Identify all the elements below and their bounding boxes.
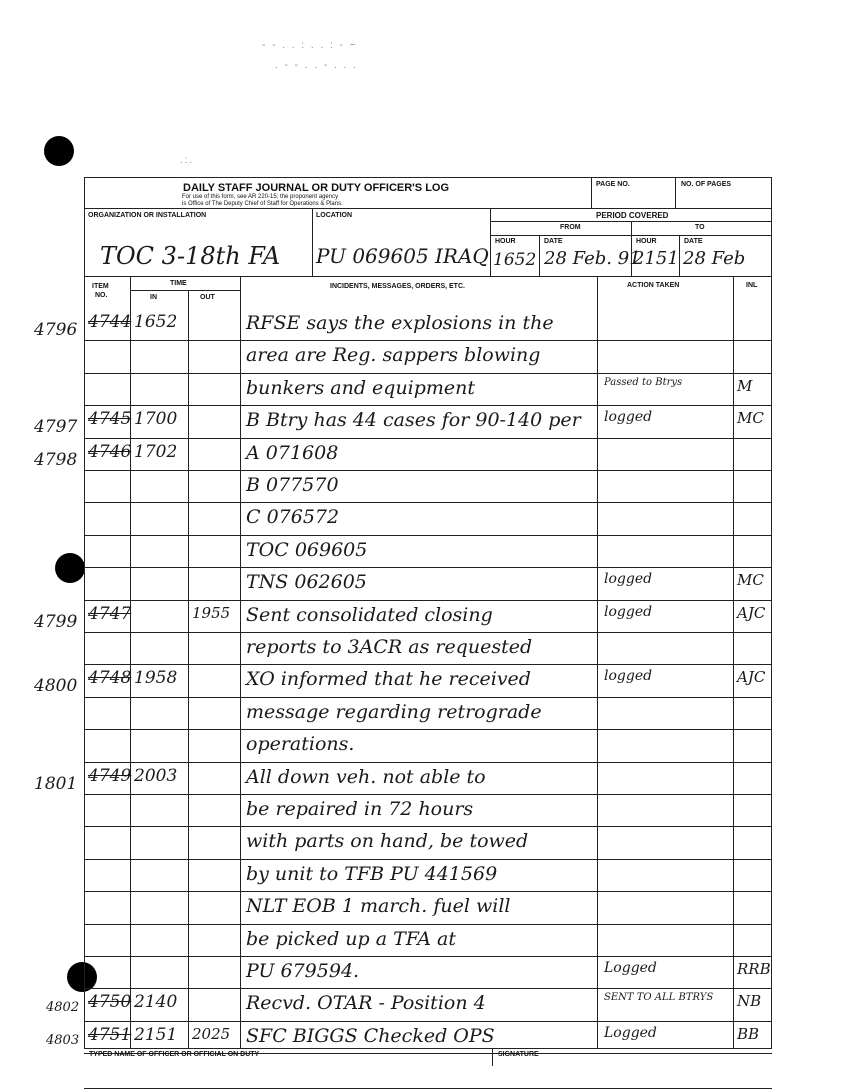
row-inl: AJC [737, 603, 766, 622]
form-subtitle-1: For use of this form, see AR 220-15; the proponent agency [182, 194, 339, 200]
row-text: NLT EOB 1 march. fuel will [246, 895, 511, 918]
from-date-value: 28 Feb. 91 [544, 248, 641, 269]
org-label: ORGANIZATION OR INSTALLATION [88, 212, 207, 219]
row-text: PU 679594. [246, 960, 360, 982]
row-line [84, 502, 772, 503]
to-date-value: 28 Feb [683, 248, 746, 269]
to-hour-label: HOUR [636, 238, 657, 245]
row-text: RFSE says the explosions in the [246, 312, 554, 334]
form-title: DAILY STAFF JOURNAL OR DUTY OFFICER'S LOG [183, 182, 450, 194]
row-text: be picked up a TFA at [246, 927, 457, 950]
signature-label: SIGNATURE [498, 1051, 539, 1058]
row-item: 4745 [88, 409, 132, 430]
row-text: C 076572 [246, 506, 340, 529]
row-item: 4749 [88, 765, 132, 786]
time-label: TIME [170, 280, 187, 287]
row-action: logged [604, 668, 653, 685]
row-line [84, 535, 772, 536]
row-line [84, 567, 772, 568]
row-line [84, 470, 772, 471]
time-sep [130, 290, 240, 291]
margin-number: 4802 [46, 1000, 80, 1016]
row-line [84, 988, 772, 989]
row-line [84, 405, 772, 406]
row-item: 4746 [88, 441, 132, 462]
header-sep-1 [84, 208, 772, 209]
row-action: logged [604, 409, 653, 426]
form-right [771, 177, 772, 1049]
location-label: LOCATION [316, 212, 353, 219]
inl-label: INL [746, 282, 758, 289]
row-line [84, 891, 772, 892]
row-text: A 071608 [246, 441, 339, 464]
row-text: with parts on hand, be towed [246, 830, 529, 853]
row-text: SFC BIGGS Checked OPS [246, 1024, 495, 1047]
row-action: Logged [604, 960, 657, 976]
out-label: OUT [200, 294, 215, 301]
row-text: Recvd. OTAR - Position 4 [246, 992, 486, 1015]
row-inl: M [737, 376, 753, 395]
margin-number: 4796 [34, 320, 78, 340]
row-action: logged [604, 571, 653, 588]
row-item: 4747 [88, 603, 132, 624]
from-date-label: DATE [544, 238, 563, 245]
row-line [84, 697, 772, 698]
row-text: be repaired in 72 hours [246, 798, 474, 820]
row-text: TOC 069605 [246, 538, 368, 561]
row-action: logged [604, 603, 653, 620]
row-inl: NB [737, 992, 762, 1011]
margin-number: 4797 [34, 417, 78, 438]
row-text: XO informed that he received [246, 668, 531, 691]
row-inl: RRB [737, 960, 771, 978]
col-item [130, 276, 131, 1048]
row-inl: MC [737, 571, 764, 590]
row-line [84, 600, 772, 601]
to-label: TO [695, 224, 705, 231]
row-line [84, 924, 772, 925]
row-line [84, 826, 772, 827]
margin-number: 4800 [34, 676, 78, 697]
col-inl [733, 276, 734, 1048]
row-in: 1652 [134, 312, 178, 332]
to-hour-value: 2151 [633, 248, 679, 269]
in-label: IN [150, 294, 157, 301]
row-line [84, 438, 772, 439]
scan-noise: - - . . : . . : - ~ [262, 40, 358, 51]
from-label: FROM [560, 224, 581, 231]
form-top [84, 177, 772, 178]
row-out: 2025 [192, 1024, 231, 1043]
row-item: 4750 [88, 992, 132, 1013]
incidents-label: INCIDENTS, MESSAGES, ORDERS, ETC. [330, 283, 465, 290]
from-hour-label: HOUR [495, 238, 516, 245]
footer-line [84, 1088, 772, 1089]
item-label-1: ITEM [92, 283, 109, 290]
col-in [188, 290, 189, 1048]
row-line [84, 664, 772, 665]
row-text: B Btry has 44 cases for 90-140 per [246, 409, 581, 432]
org-divider [312, 208, 313, 276]
form-subtitle-2: is Office of The Deputy Chief of Staff for Operations & Plans. [182, 201, 343, 207]
row-text: by unit to TFB PU 441569 [246, 862, 498, 885]
margin-number: 1801 [34, 773, 78, 794]
row-text: reports to 3ACR as requested [246, 636, 533, 658]
row-line [84, 859, 772, 860]
page-no-divider [591, 177, 592, 208]
row-item: 4744 [88, 312, 132, 332]
margin-number: 4799 [34, 611, 78, 632]
pages-divider [675, 177, 676, 208]
signature-divider [492, 1048, 493, 1066]
margin-number: 4798 [34, 449, 78, 470]
page-no-label: PAGE NO. [596, 181, 630, 188]
organization-value: TOC 3-18th FA [100, 242, 281, 270]
scan-noise: .:. [180, 155, 195, 166]
row-text: Sent consolidated closing [246, 603, 493, 626]
row-text: bunkers and equipment [246, 376, 476, 399]
row-line [84, 729, 772, 730]
row-in: 2140 [134, 992, 178, 1013]
row-line [84, 794, 772, 795]
row-text: area are Reg. sappers blowing [246, 344, 541, 367]
form-bottom [84, 1048, 772, 1049]
margin-number: 4803 [46, 1032, 80, 1048]
row-out: 1955 [192, 603, 231, 622]
row-action: Logged [604, 1024, 657, 1041]
row-item: 4748 [88, 668, 132, 689]
row-action: SENT TO ALL BTRYS [604, 992, 714, 1004]
row-inl: BB [737, 1024, 760, 1043]
typed-name-label: TYPED NAME OF OFFICER OR OFFICIAL ON DUTY [89, 1051, 260, 1058]
row-in: 2003 [134, 765, 178, 786]
to-date-label: DATE [684, 238, 703, 245]
row-item: 4751 [88, 1024, 132, 1045]
form-left [84, 177, 85, 1049]
period-label: PERIOD COVERED [596, 211, 669, 220]
row-in: 1702 [134, 441, 178, 462]
row-text: TNS 062605 [246, 571, 367, 594]
row-line [84, 632, 772, 633]
col-action [597, 276, 598, 1048]
col-out [240, 276, 241, 1048]
row-action: Passed to Btrys [604, 376, 683, 388]
row-line [84, 1021, 772, 1022]
action-label: ACTION TAKEN [627, 282, 680, 289]
row-in: 1700 [134, 409, 178, 430]
from-hour-value: 1652 [493, 250, 537, 270]
row-text: operations. [246, 733, 355, 756]
hour-date-sep [490, 235, 772, 236]
punch-hole [44, 136, 74, 166]
row-line [84, 762, 772, 763]
row-in: 2151 [134, 1024, 178, 1045]
row-text: message regarding retrograde [246, 700, 542, 723]
row-text: All down veh. not able to [246, 765, 486, 788]
to-hour-divider [679, 235, 680, 276]
header-sep-2 [84, 276, 772, 277]
row-inl: MC [737, 409, 764, 428]
row-line [84, 340, 772, 341]
no-of-pages-label: NO. OF PAGES [681, 181, 732, 188]
punch-hole [55, 553, 85, 583]
from-hour-divider [539, 235, 540, 276]
row-inl: AJC [737, 668, 766, 687]
row-line [84, 373, 772, 374]
row-in: 1958 [134, 668, 178, 689]
row-text: B 077570 [246, 474, 339, 496]
row-line [84, 956, 772, 957]
location-value: PU 069605 IRAQ [316, 244, 489, 268]
item-label-2: NO. [95, 292, 108, 299]
location-divider [490, 208, 491, 276]
scan-noise: . - - . . - . . . [275, 60, 358, 71]
